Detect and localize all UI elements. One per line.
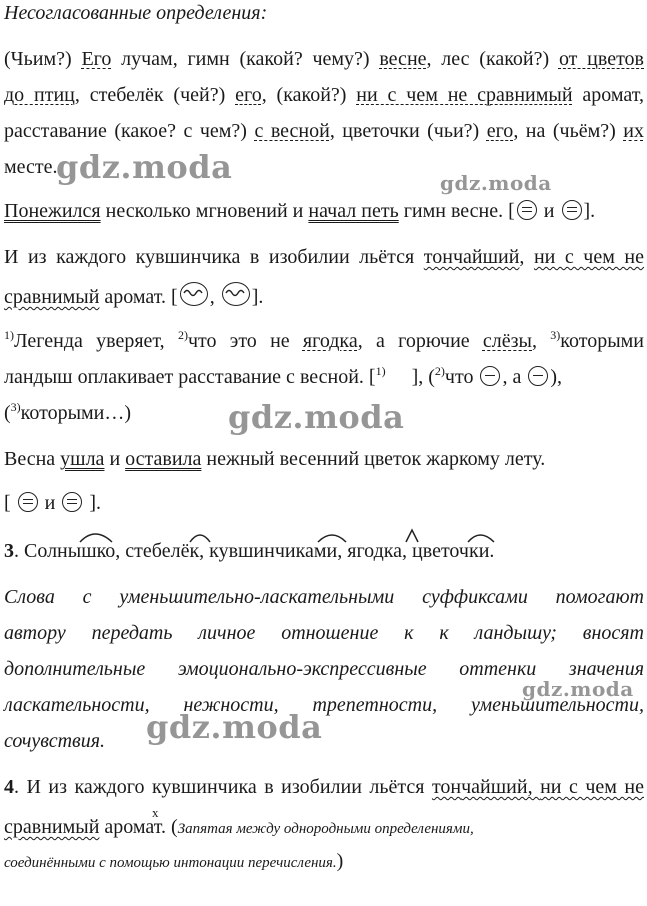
double-line-circle-icon	[18, 492, 38, 512]
text: )	[336, 850, 344, 872]
predicate-word: ушла	[60, 448, 105, 470]
text: которыми…)	[20, 402, 132, 424]
item-4-line-3	[4, 848, 644, 876]
note-text: Запятая между однородными определениями,	[177, 821, 474, 837]
predicate-word: начал петь	[308, 200, 399, 222]
text: , стебелёк (чей?)	[74, 84, 236, 106]
text: расставание (какое? с чем?)	[4, 120, 255, 142]
text: ландыш оплакивает расставание с весной. [	[4, 366, 376, 388]
watermark: gdz.moda	[522, 677, 634, 701]
text: ,	[209, 286, 220, 308]
paragraph-1-line-3	[4, 118, 644, 144]
underlined-word: от цветов	[558, 48, 644, 70]
text: (	[4, 402, 11, 424]
text: ),	[550, 366, 563, 388]
watermark: gdz.moda	[56, 148, 233, 186]
superscript: 1)	[375, 364, 386, 378]
text: аромат,	[572, 84, 644, 106]
text: ], (	[411, 366, 435, 388]
text: ].	[251, 286, 264, 308]
text: , лес (какой?)	[426, 48, 559, 70]
note-text: соединёнными с помощью интонации перечисления.	[4, 855, 337, 871]
underlined-word: их	[623, 120, 644, 142]
underlined-word: его	[235, 84, 262, 106]
explanation-line-5: сочувствия.	[4, 730, 105, 752]
wavy-underlined-word: сравнимый	[4, 816, 100, 838]
superscript: 3)	[550, 328, 561, 342]
paragraph-3-line-2	[4, 282, 644, 310]
text: и	[538, 200, 560, 222]
item-4-line-2	[4, 814, 644, 842]
text: Весна	[4, 448, 61, 470]
double-line-circle-icon	[562, 200, 582, 220]
explanation-line-3: дополнительные эмоционально-экспрессивные оттенки значения	[4, 658, 644, 680]
paragraph-4-line-2	[4, 364, 644, 390]
text: Легенда уверяет,	[14, 330, 178, 352]
wavy-underlined-word: ни с чем не	[540, 776, 644, 798]
paragraph-1-line-2	[4, 82, 644, 108]
text: и	[39, 492, 61, 514]
item-number: 3	[4, 540, 14, 562]
paragraph-1-line-4: месте.	[4, 156, 58, 178]
text: ,	[532, 330, 551, 352]
text: , цветочки (чьи?)	[329, 120, 487, 142]
predicate-word: Понежился	[4, 200, 101, 222]
text: нежный весенний цветок жаркому лету.	[201, 448, 546, 470]
text: аромат. (	[99, 816, 178, 838]
text: , а горючие	[357, 330, 483, 352]
double-line-circle-icon	[62, 492, 82, 512]
text: , (какой?)	[261, 84, 357, 106]
paragraph-5-line-1	[4, 446, 644, 472]
double-line-circle-icon	[517, 200, 537, 220]
wavy-underlined-word: чайший,	[461, 776, 541, 798]
wavy-underlined-word: ни с чем не	[533, 246, 644, 268]
underlined-word: слёзы	[482, 330, 532, 352]
predicate-word: оставила	[125, 448, 202, 470]
text: что это не	[187, 330, 303, 352]
text: (Чьим?)	[4, 48, 82, 70]
paragraph-1-line-1	[4, 46, 644, 72]
superscript: 2)	[434, 364, 445, 378]
text: которыми	[560, 330, 644, 352]
explanation-line-2: автору передать личное отношение к к ландышу; вносят	[4, 622, 644, 644]
explanation-line-1: Слова с уменьшительно-ласкательными суффиксами помогают	[4, 586, 644, 608]
text: ,	[519, 246, 534, 268]
paragraph-3-line-1	[4, 244, 644, 270]
comma-mark: x	[152, 805, 159, 820]
text: лучам, гимн (какой? чему?)	[111, 48, 380, 70]
paragraph-4-line-1	[4, 328, 644, 354]
wavy-underlined-word: сравнимый	[4, 286, 100, 308]
single-line-circle-icon	[528, 366, 548, 386]
watermark: gdz.moda	[440, 171, 552, 195]
wavy-underlined-word: тон	[431, 776, 462, 798]
text: гимн весне. [	[398, 200, 515, 222]
text: ].	[583, 200, 596, 222]
item-number: 4	[4, 776, 14, 798]
watermark: gdz.moda	[228, 398, 405, 436]
text: что	[444, 366, 479, 388]
text: , а	[502, 366, 527, 388]
underlined-word: с весной	[254, 120, 330, 142]
wavy-underlined-word: тончайший	[423, 246, 520, 268]
underlined-word: его	[486, 120, 514, 142]
text: , на (чьём?)	[513, 120, 624, 142]
underlined-word: ни с чем не сравнимый	[356, 84, 573, 106]
underlined-word: весне	[379, 48, 427, 70]
item-3	[4, 538, 644, 564]
text: . Солнышко, стебелёк, кувшинчиками, ягодка, цветочки.	[14, 540, 495, 562]
text: аромат. [	[99, 286, 178, 308]
superscript: 2)	[177, 328, 188, 342]
single-line-circle-icon	[480, 366, 500, 386]
text: . И из каждого кувшинчика в изобилии льётся	[14, 776, 432, 798]
text: И из каждого кувшинчика в изобилии льётся	[4, 246, 424, 268]
paragraph-5-line-2	[4, 490, 644, 516]
underlined-word: ягодка	[302, 330, 358, 352]
watermark: gdz.moda	[146, 708, 323, 746]
section-heading: Несогласованные определения:	[4, 2, 268, 24]
text: [	[4, 492, 16, 514]
underlined-word: до птиц	[4, 84, 75, 106]
text: ].	[84, 492, 102, 514]
paragraph-2	[4, 198, 644, 224]
item-4-line-1	[4, 774, 644, 800]
superscript: 3)	[10, 400, 21, 414]
wavy-line-circle-icon	[180, 282, 208, 306]
explanation-line-4: ласкательности, нежности, трепетности, уменьшительности,	[4, 694, 644, 716]
superscript: 1)	[4, 328, 14, 342]
text: и	[104, 448, 126, 470]
text: несколько мгновений и	[100, 200, 309, 222]
underlined-word: Его	[81, 48, 112, 70]
wavy-line-circle-icon	[222, 282, 250, 306]
